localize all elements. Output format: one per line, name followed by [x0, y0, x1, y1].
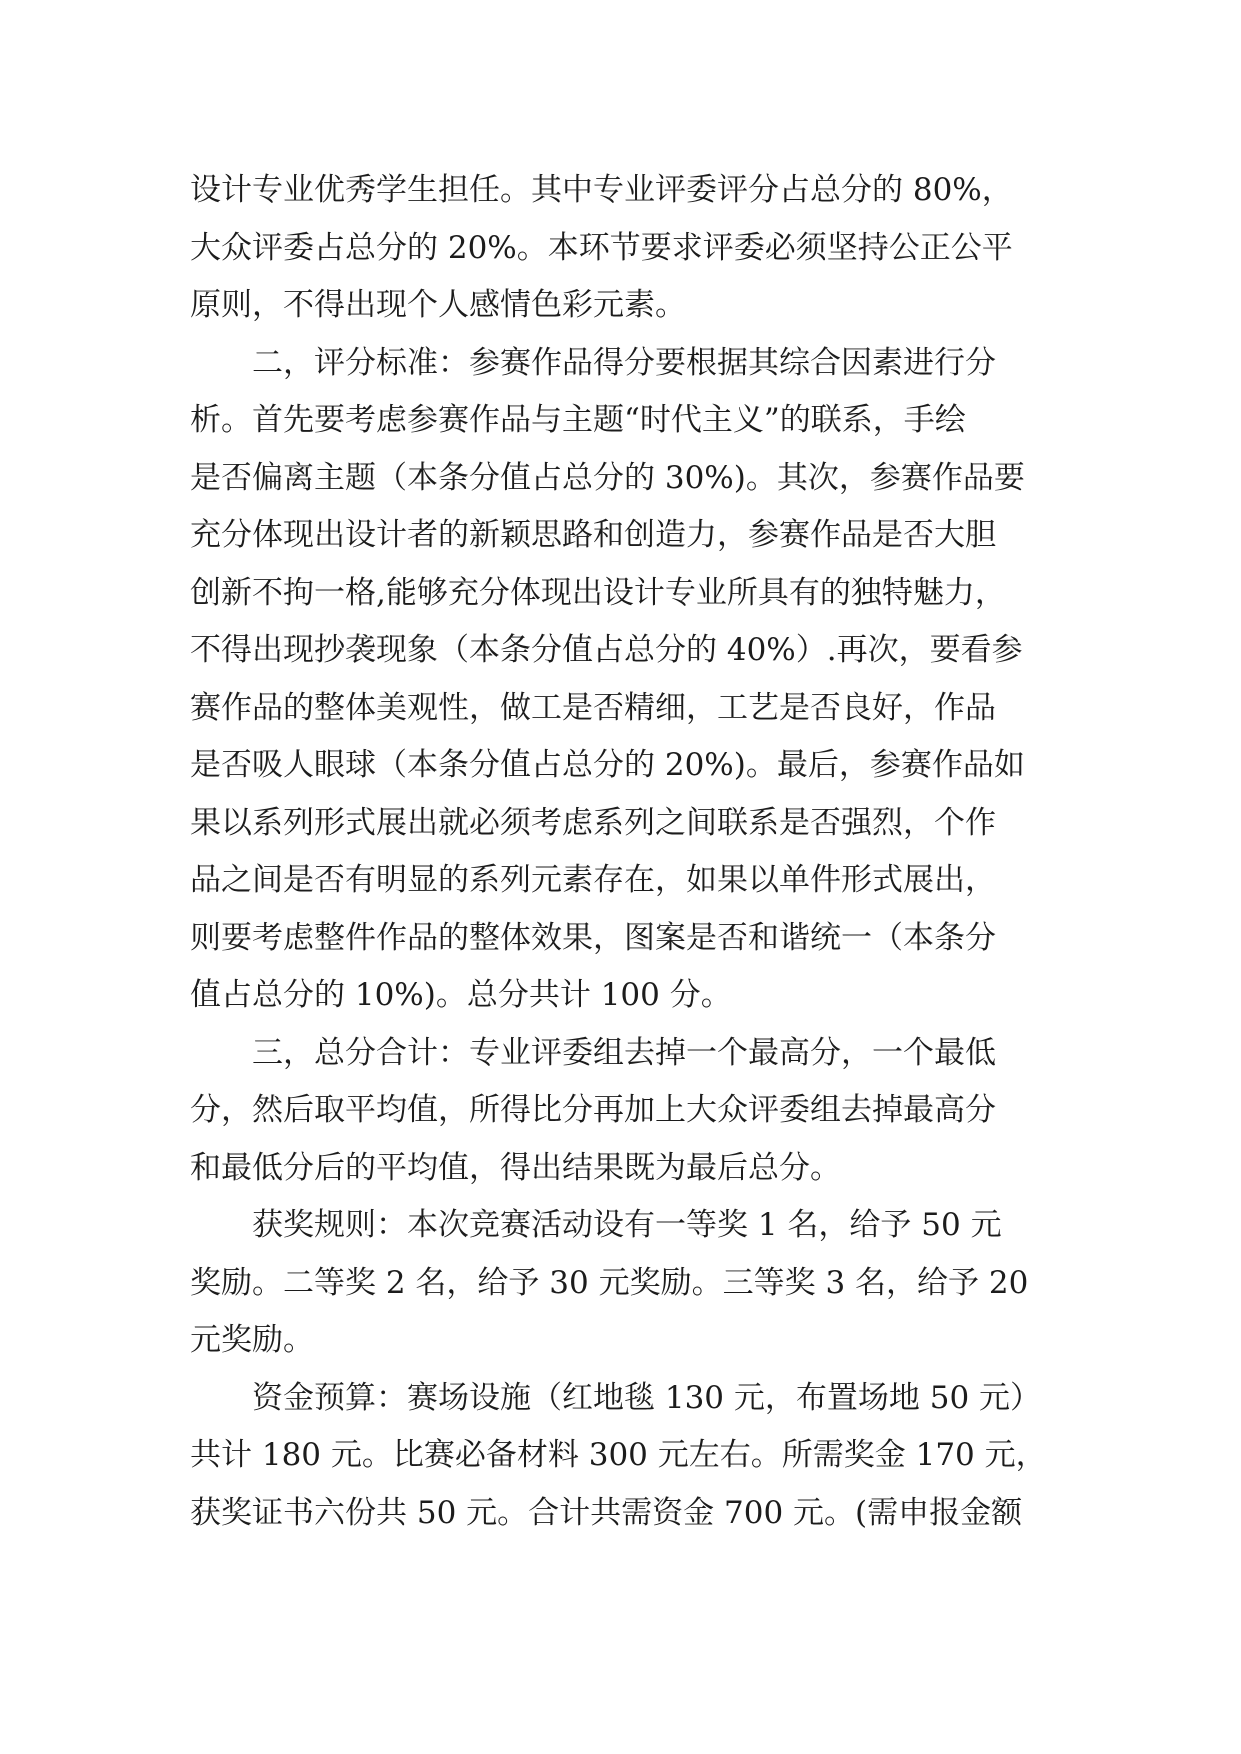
text-line: 资金预算：赛场设施（红地毯 130 元，布置场地 50 元）: [252, 1379, 1042, 1416]
text-line: 共计 180 元。比赛必备材料 300 元左右。所需奖金 170 元，: [190, 1437, 1047, 1473]
text-line: 元奖励。: [190, 1322, 314, 1358]
text-line: 二，评分标准：参赛作品得分要根据其综合因素进行分: [252, 344, 996, 381]
text-line: 创新不拘一格,能够充分体现出设计专业所具有的独特魅力，: [190, 574, 1006, 611]
text-line: 果以系列形式展出就必须考虑系列之间联系是否强烈，个作: [190, 804, 996, 841]
paragraph-judges: [190, 162, 1052, 335]
text-line: 是否偏离主题（本条分值占总分的 30%)。其次，参赛作品要: [190, 459, 1025, 496]
text-line: 获奖证书六份共 50 元。合计共需资金 700 元。(需申报金额: [190, 1494, 1023, 1531]
text-line: 不得出现抄袭现象（本条分值占总分的 40%）.再次，要看参: [190, 632, 1023, 668]
text-line: 析。首先要考虑参赛作品与主题“时代主义”的联系，手绘: [190, 402, 966, 438]
text-line: 品之间是否有明显的系列元素存在，如果以单件形式展出，: [190, 862, 996, 898]
paragraph-scoring-criteria: [190, 335, 1052, 1025]
text-line: 是否吸人眼球（本条分值占总分的 20%)。最后，参赛作品如: [190, 747, 1025, 783]
paragraph-total-score: [190, 1025, 1052, 1198]
paragraph-award-rules: [190, 1197, 1052, 1370]
text-line: 充分体现出设计者的新颖思路和创造力，参赛作品是否大胆: [190, 517, 996, 553]
document-body: [190, 162, 1052, 1542]
text-line: 则要考虑整件作品的整体效果，图案是否和谐统一（本条分: [190, 919, 996, 956]
text-line: 和最低分后的平均值，得出结果既为最后总分。: [190, 1149, 841, 1186]
text-line: 三，总分合计：专业评委组去掉一个最高分，一个最低: [252, 1034, 996, 1071]
text-line: 获奖规则：本次竞赛活动设有一等奖 1 名，给予 50 元: [252, 1207, 1002, 1243]
text-line: 分，然后取平均值，所得比分再加上大众评委组去掉最高分: [190, 1092, 996, 1128]
paragraph-budget: [190, 1370, 1052, 1543]
text-line: 设计专业优秀学生担任。其中专业评委评分占总分的 80%，: [190, 172, 1013, 208]
text-line: 大众评委占总分的 20%。本环节要求评委必须坚持公正公平: [190, 229, 1013, 266]
text-line: 原则，不得出现个人感情色彩元素。: [190, 287, 686, 323]
text-line: 奖励。二等奖 2 名，给予 30 元奖励。三等奖 3 名，给予 20: [190, 1264, 1029, 1301]
text-line: 值占总分的 10%)。总分共计 100 分。: [190, 977, 732, 1013]
text-line: 赛作品的整体美观性，做工是否精细，工艺是否良好，作品: [190, 689, 996, 726]
